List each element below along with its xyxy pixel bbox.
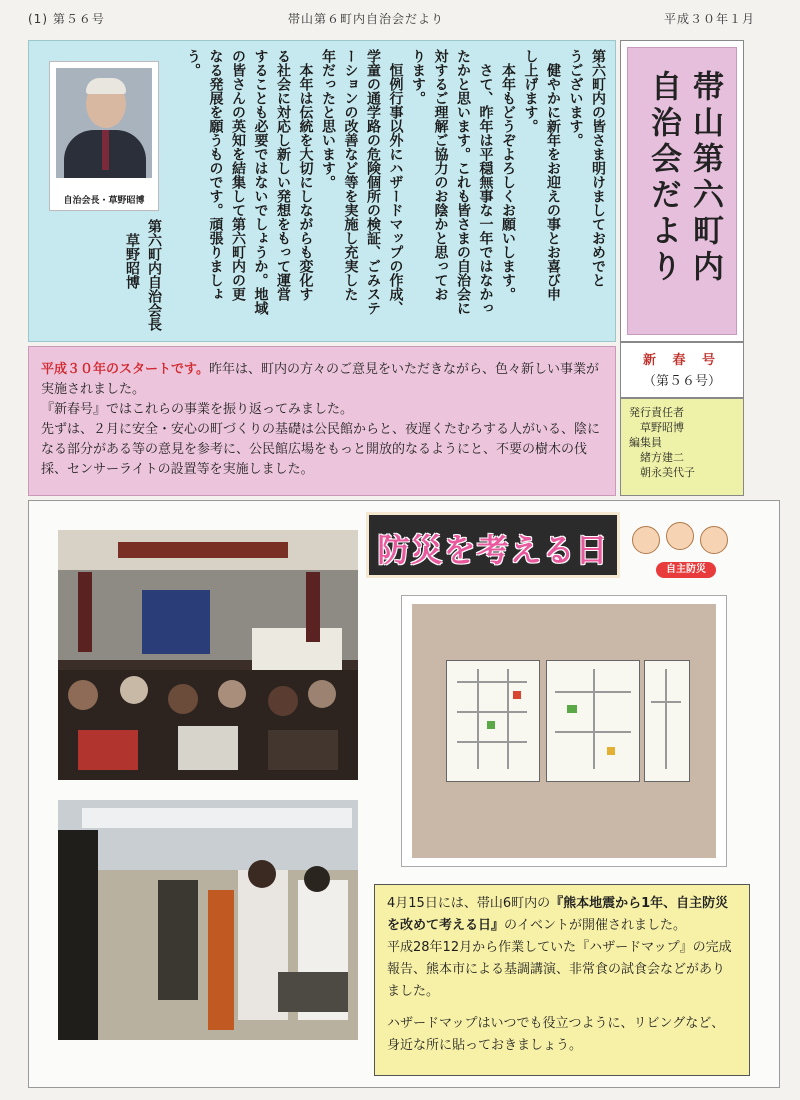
header-date: 平成３０年１月 — [664, 12, 756, 26]
seminar-photo — [58, 530, 358, 780]
editor-name-1: 緒方建二 — [629, 451, 684, 464]
chairman-portrait — [49, 61, 159, 211]
publisher-label: 発行責任者 — [629, 406, 684, 419]
caption-intro-end: のイベントが開催されました。 — [504, 918, 687, 933]
hazard-map-center — [546, 660, 640, 782]
editors-label: 編集員 — [629, 436, 662, 449]
editor-name-2: 朝永美代子 — [629, 466, 695, 479]
hazard-map-right — [644, 660, 690, 782]
intro-p1: 昨年は、町内の方々のご意見をいただきながら、色々新しい事業が実施されました。 — [41, 362, 599, 397]
intro-lead: 平成３０年のスタートです。 — [41, 362, 209, 377]
intro-panel — [28, 346, 616, 496]
hazard-map-photo — [402, 596, 726, 866]
caption-advice: ハザードマップはいつでも役立つように、リビングなど、身近な所に貼っておきましょう。 — [387, 1016, 725, 1053]
edition-box — [620, 342, 744, 398]
greeting-signature: 第六町内自治会長 草野昭博 — [124, 219, 162, 331]
intro-p2: 『新春号』ではこれらの事業を振り返ってみました。 — [41, 402, 354, 417]
caption-event-name: 『熊本地震から1年、自主防災を改めて考える日』 — [387, 896, 729, 933]
greeting-panel — [28, 40, 616, 342]
bousai-banner — [366, 512, 620, 578]
food-tasting-photo — [58, 800, 358, 1040]
intro-p3: 先ずは、２月に安全・安心の町づくりの基礎は公民館からと、夜遅くたむろする人がいる、陰になる部分がある等の意見を参考に、公民館広場をもっと開放的なるようにと、不要の樹木の伐採、センサーライトの設置等を実施しました。 — [41, 422, 601, 477]
edition-issue: （第５６号） — [642, 374, 721, 389]
issue-number: (1) 第５６号 — [28, 12, 105, 26]
banner-title: 防災を考える日 — [377, 531, 609, 569]
publisher-name: 草野昭博 — [629, 421, 684, 434]
portrait-caption: 自治会長・草野昭博 — [63, 196, 145, 206]
edition-label: 新 春 号 — [642, 353, 722, 368]
greeting-text: 第六町内の皆さま明けましておめでと うございます。 健やかに新年をお迎えの事とお喜び申 し上げます。 本年もどうぞよろしくお願いします。 さて、昨年は平穏無事な一年ではなかっ たかと思います。これも皆さまの自治会に 対するご理解ご協力のお陰かと思ってお ります。 恒例行事以外にハザードマップの作成、 学童の通学路の危険個所の検証、ごみステ ーションの改善など等を実施し充実した 年だったと思います。 本年は伝統を大切にしながらも変化す る社会に対応し新しい発想をもって運営 することも必要ではないでしょうか。地域 の皆さんの英知を結集して第六町内の更 なる発展を願うものです。頑張りましょ う。 — [185, 49, 606, 315]
jishu-bousai-badge: 自主防災 — [656, 562, 716, 578]
event-caption — [374, 884, 750, 1076]
portrait-photo — [56, 68, 152, 178]
caption-details: 平成28年12月から作業していた『ハザードマップ』の完成報告、熊本市による基調講演、非常食の試食会などがありました。 — [387, 940, 732, 999]
staff-box — [620, 398, 744, 496]
caption-intro: 4月15日には、帯山6町内の — [387, 896, 551, 911]
hazard-map-left — [446, 660, 540, 782]
masthead — [620, 40, 744, 342]
header-title: 帯山第６町内自治会だより — [288, 12, 445, 26]
bousai-mascots — [626, 516, 736, 580]
newsletter-title: 帯山第六町内 自治会だより — [645, 70, 723, 286]
